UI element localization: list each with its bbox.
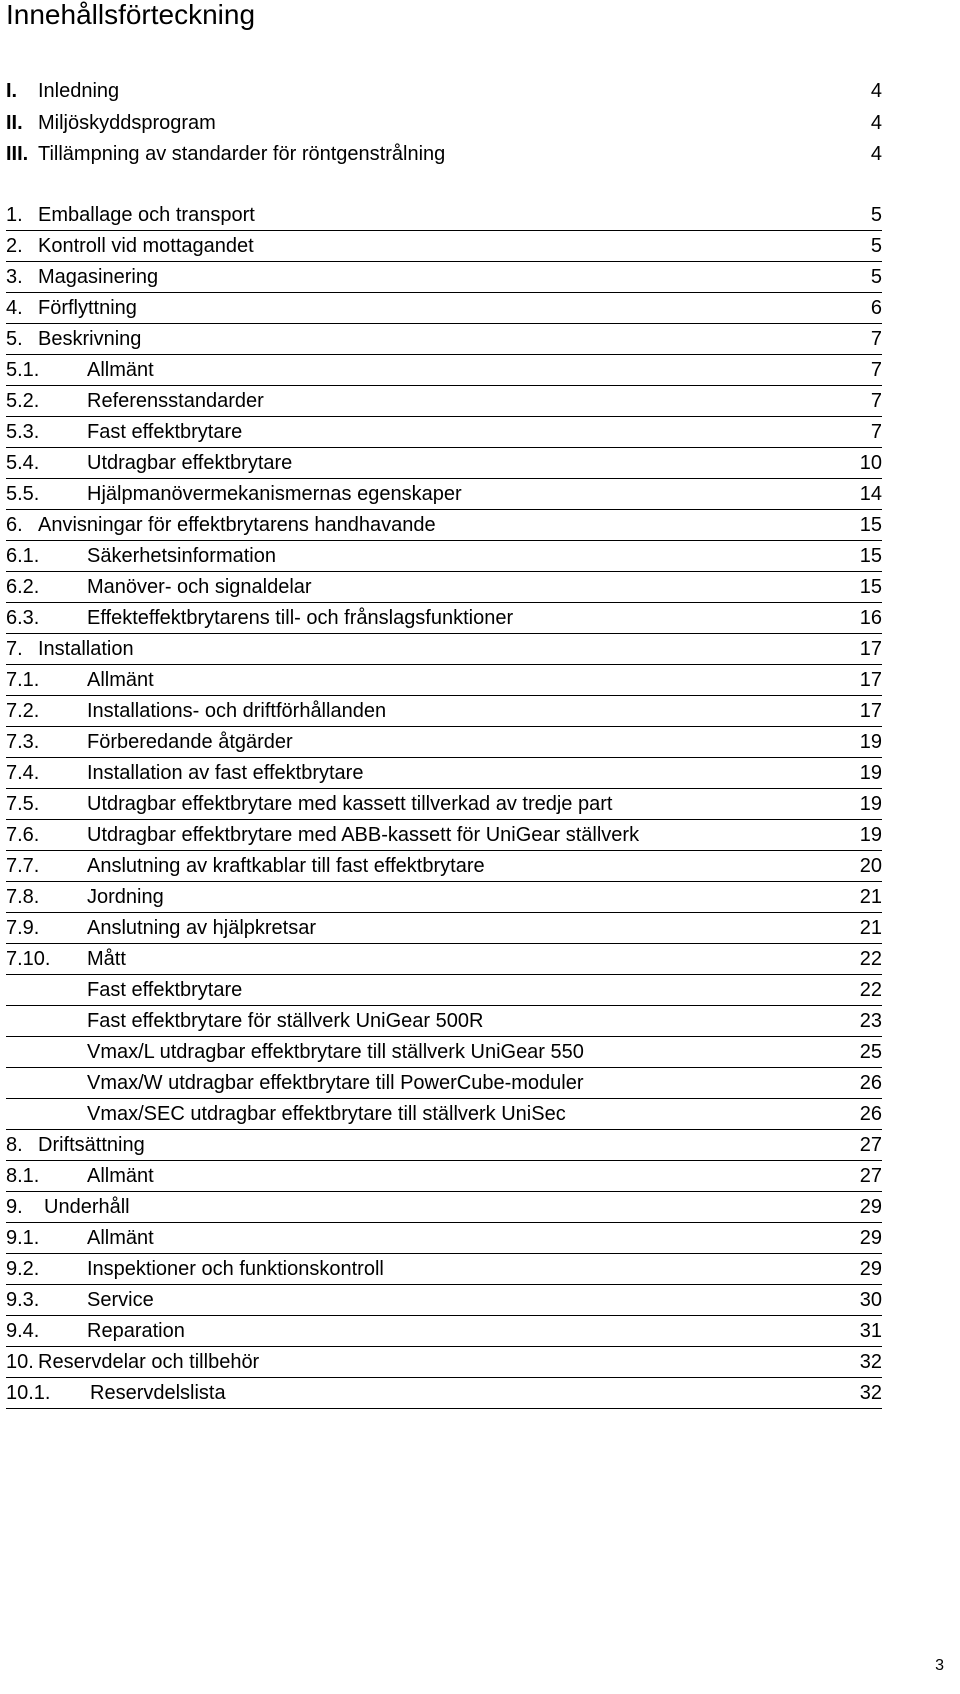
toc-entry-title: Reservdelslista — [90, 1382, 226, 1404]
toc-entry-page: 19 — [859, 762, 882, 784]
toc-entry-page: 15 — [859, 545, 882, 567]
toc-entry[interactable] — [6, 853, 882, 879]
toc-entry-title: Magasinering — [38, 266, 159, 288]
toc-entry-title: Allmänt — [87, 1165, 154, 1187]
toc-entry-page: 23 — [859, 1010, 882, 1032]
toc-entry-page: 27 — [859, 1165, 882, 1187]
toc-entry-title: Fast effektbrytare — [87, 421, 243, 443]
toc-entry[interactable] — [6, 388, 882, 414]
toc-entry-number: 7.7. — [6, 855, 40, 877]
toc-entry-number: 10.1. — [6, 1382, 51, 1404]
toc-entry-title: Förberedande åtgärder — [87, 731, 293, 753]
toc-entry-page: 5 — [870, 266, 882, 288]
toc-entry-title: Vmax/W utdragbar effektbrytare till PowerCube-moduler — [87, 1072, 584, 1094]
toc-entry-title: Vmax/SEC utdragbar effektbrytare till ställverk UniSec — [87, 1103, 566, 1125]
toc-entry-page: 17 — [859, 700, 882, 722]
toc-entry[interactable] — [6, 512, 882, 538]
toc-entry-title: Fast effektbrytare — [87, 979, 243, 1001]
toc-entry-page: 19 — [859, 793, 882, 815]
toc-entry-page: 16 — [859, 607, 882, 629]
toc-entry-number: 10. — [6, 1351, 34, 1373]
toc-entry-number: 9. — [6, 1196, 23, 1218]
toc-entry[interactable] — [6, 357, 882, 383]
toc-entry-page: 4 — [870, 143, 882, 165]
toc-entry[interactable] — [6, 1318, 882, 1344]
toc-entry-title: Underhåll — [44, 1196, 130, 1218]
toc-entry-page: 27 — [859, 1134, 882, 1156]
toc-entry-title: Anslutning av hjälpkretsar — [87, 917, 317, 939]
toc-entry[interactable] — [6, 822, 882, 848]
toc-entry-title: Inledning — [38, 80, 120, 102]
toc-entry[interactable] — [6, 419, 882, 445]
toc-entry-number: 5.1. — [6, 359, 40, 381]
toc-entry-page: 17 — [859, 638, 882, 660]
toc-entry[interactable] — [6, 1380, 882, 1406]
toc-entry-number: 7.4. — [6, 762, 40, 784]
toc-entry-page: 29 — [859, 1196, 882, 1218]
toc-entry-page: 26 — [859, 1103, 882, 1125]
toc-entry-number: 6.1. — [6, 545, 40, 567]
toc-entry[interactable] — [6, 233, 882, 259]
toc-entry[interactable] — [6, 1070, 882, 1096]
toc-entry-number: 7.5. — [6, 793, 40, 815]
toc-entry-number: 4. — [6, 297, 23, 319]
toc-entry-page: 4 — [870, 112, 882, 134]
toc-entry[interactable] — [6, 326, 882, 352]
toc-entry-page: 22 — [859, 948, 882, 970]
toc-entry[interactable] — [6, 1132, 882, 1158]
toc-entry-number: 8. — [6, 1134, 23, 1156]
toc-entry[interactable] — [6, 264, 882, 290]
toc-entry-number: 5.5. — [6, 483, 40, 505]
page-number: 3 — [935, 1657, 944, 1674]
toc-entry[interactable] — [6, 78, 882, 104]
toc-entry[interactable] — [6, 884, 882, 910]
toc-entry-title: Service — [87, 1289, 154, 1311]
toc-entry-number: 7.3. — [6, 731, 40, 753]
toc-entry-title: Installations- och driftförhållanden — [87, 700, 387, 722]
toc-entry-number: 1. — [6, 204, 23, 226]
toc-entry-page: 21 — [859, 886, 882, 908]
toc-entry-number: 6. — [6, 514, 23, 536]
toc-entry[interactable] — [6, 1349, 882, 1375]
toc-entry[interactable] — [6, 1163, 882, 1189]
toc-entry-title: Allmänt — [87, 669, 154, 691]
toc-entry-title: Anvisningar för effektbrytarens handhavande — [38, 514, 436, 536]
toc-entry[interactable] — [6, 450, 882, 476]
toc-entry-number: 5.2. — [6, 390, 40, 412]
toc-entry-number: 7.6. — [6, 824, 40, 846]
toc-entry-title: Reparation — [87, 1320, 185, 1342]
toc-entry-number: 7.1. — [6, 669, 40, 691]
toc-entry[interactable] — [6, 1194, 882, 1220]
toc-entry-page: 7 — [870, 328, 882, 350]
toc-entry-page: 5 — [870, 235, 882, 257]
toc-entry-title: Allmänt — [87, 359, 154, 381]
toc-entry-page: 32 — [859, 1351, 882, 1373]
toc-entry[interactable] — [6, 110, 882, 136]
toc-entry-number: 9.2. — [6, 1258, 40, 1280]
toc-entry-title: Vmax/L utdragbar effektbrytare till ställverk UniGear 550 — [87, 1041, 584, 1063]
toc-entry-page: 7 — [870, 390, 882, 412]
toc-entry-page: 17 — [859, 669, 882, 691]
toc-entry-number: 5.3. — [6, 421, 40, 443]
toc-entry-title: Reservdelar och tillbehör — [38, 1351, 260, 1373]
toc-entry-number: 7.10. — [6, 948, 51, 970]
toc-entry-page: 21 — [859, 917, 882, 939]
toc-entry-title: Kontroll vid mottagandet — [38, 235, 254, 257]
toc-entry-number: 7. — [6, 638, 23, 660]
toc-entry-page: 22 — [859, 979, 882, 1001]
toc-entry-number: I. — [6, 80, 18, 102]
toc-entry[interactable] — [6, 574, 882, 600]
toc-entry-title: Beskrivning — [38, 328, 142, 350]
toc-entry-page: 29 — [859, 1258, 882, 1280]
toc-entry-number: 7.8. — [6, 886, 40, 908]
toc-entry-title: Driftsättning — [38, 1134, 145, 1156]
toc-entry[interactable] — [6, 698, 882, 724]
toc-entry-number: 9.1. — [6, 1227, 40, 1249]
toc-entry-title: Emballage och transport — [38, 204, 255, 226]
toc-entry-number: 9.3. — [6, 1289, 40, 1311]
toc-entry-title: Miljöskyddsprogram — [38, 112, 216, 134]
toc-entry-number: 7.2. — [6, 700, 40, 722]
toc-entry[interactable] — [6, 1256, 882, 1282]
toc-entry[interactable] — [6, 1287, 882, 1313]
toc-entry[interactable] — [6, 605, 882, 631]
toc-entry-page: 5 — [870, 204, 882, 226]
toc-entry[interactable] — [6, 946, 882, 972]
toc-entry-page: 15 — [859, 514, 882, 536]
toc-entry-title: Utdragbar effektbrytare med ABB-kassett för UniGear ställverk — [87, 824, 640, 846]
toc-entry[interactable] — [6, 1101, 882, 1127]
toc-entry-page: 32 — [859, 1382, 882, 1404]
toc-entry-number: 5.4. — [6, 452, 40, 474]
toc-entry-page: 20 — [859, 855, 882, 877]
toc-entry[interactable] — [6, 729, 882, 755]
toc-entry-number: 7.9. — [6, 917, 40, 939]
toc-entry-title: Förflyttning — [38, 297, 137, 319]
toc-entry[interactable] — [6, 667, 882, 693]
toc-entry-title: Säkerhetsinformation — [87, 545, 276, 567]
toc-entry-page: 19 — [859, 824, 882, 846]
toc-entry-title: Installation — [38, 638, 134, 660]
toc-entry[interactable] — [6, 141, 882, 167]
toc-entry-number: 6.2. — [6, 576, 40, 598]
toc-entry-title: Installation av fast effektbrytare — [87, 762, 364, 784]
toc-entry[interactable] — [6, 202, 882, 228]
toc-entry[interactable] — [6, 543, 882, 569]
toc-entry-title: Hjälpmanövermekanismernas egenskaper — [87, 483, 462, 505]
toc-entry-title: Manöver- och signaldelar — [87, 576, 312, 598]
toc-entry[interactable] — [6, 760, 882, 786]
toc-entry-page: 29 — [859, 1227, 882, 1249]
toc-entry-number: 6.3. — [6, 607, 40, 629]
toc-entry-page: 7 — [870, 421, 882, 443]
toc-entry-page: 10 — [859, 452, 882, 474]
toc-entry-number: II. — [6, 112, 23, 134]
toc-entry[interactable] — [6, 977, 882, 1003]
toc-entry-number: 8.1. — [6, 1165, 40, 1187]
toc-entry-title: Allmänt — [87, 1227, 154, 1249]
toc-entry[interactable] — [6, 1008, 882, 1034]
toc-entry[interactable] — [6, 636, 882, 662]
toc-entry-number: 9.4. — [6, 1320, 40, 1342]
toc-entry-page: 25 — [859, 1041, 882, 1063]
toc-entry[interactable] — [6, 1039, 882, 1065]
toc-entry[interactable] — [6, 915, 882, 941]
toc-entry-title: Anslutning av kraftkablar till fast effektbrytare — [87, 855, 485, 877]
toc-entry-title: Effekteffektbrytarens till- och frånslagsfunktioner — [87, 607, 514, 629]
toc-entry-number: III. — [6, 143, 29, 165]
toc-entry-page: 4 — [870, 80, 882, 102]
toc-entry[interactable] — [6, 791, 882, 817]
toc-entry-number: 2. — [6, 235, 23, 257]
toc-entry[interactable] — [6, 1225, 882, 1251]
toc-entry[interactable] — [6, 481, 882, 507]
toc-entry-page: 7 — [870, 359, 882, 381]
toc-entry-page: 19 — [859, 731, 882, 753]
toc-entry-title: Jordning — [87, 886, 164, 908]
toc-entry-title: Fast effektbrytare för ställverk UniGear 500R — [87, 1010, 484, 1032]
page-title: Innehållsförteckning — [6, 0, 256, 30]
toc-entry-page: 26 — [859, 1072, 882, 1094]
toc-entry-page: 14 — [859, 483, 882, 505]
toc-entry-title: Utdragbar effektbrytare med kassett tillverkad av tredje part — [87, 793, 613, 815]
toc-entry-number: 3. — [6, 266, 23, 288]
toc-entry-title: Utdragbar effektbrytare — [87, 452, 293, 474]
toc-entry-number: 5. — [6, 328, 23, 350]
toc-entry-title: Tillämpning av standarder för röntgenstrålning — [38, 143, 446, 165]
toc-entry-title: Referensstandarder — [87, 390, 264, 412]
toc-entry-title: Mått — [87, 948, 126, 970]
toc-entry-title: Inspektioner och funktionskontroll — [87, 1258, 384, 1280]
toc-entry-page: 31 — [859, 1320, 882, 1342]
toc-entry-page: 6 — [870, 297, 882, 319]
toc-entry-page: 15 — [859, 576, 882, 598]
toc-entry-page: 30 — [859, 1289, 882, 1311]
toc-entry[interactable] — [6, 295, 882, 321]
